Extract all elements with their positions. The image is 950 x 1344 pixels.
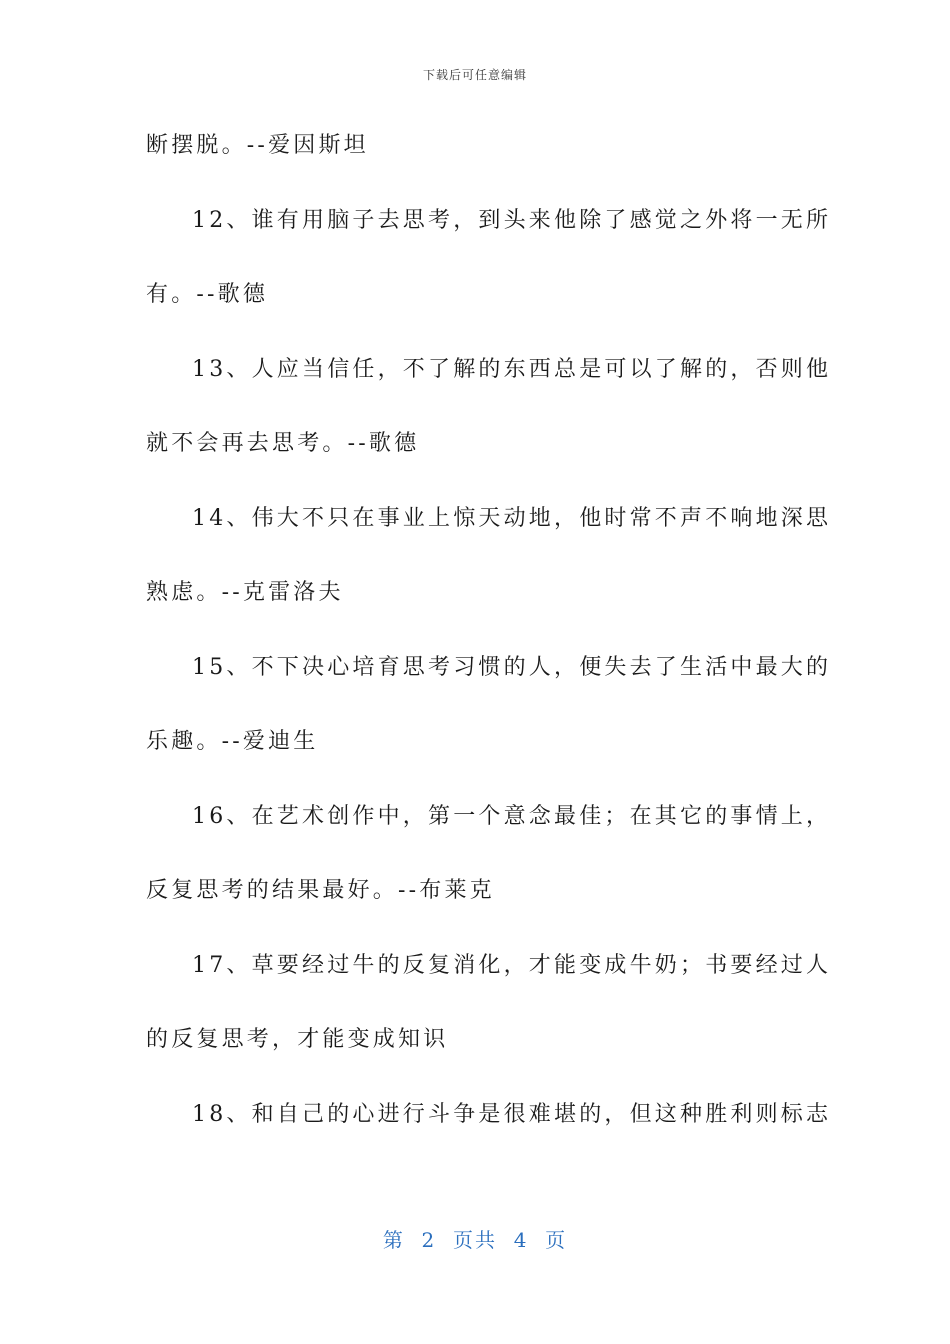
text-line: 乐趣。--爱迪生 <box>146 729 319 754</box>
page-header: 下载后可任意编辑 <box>422 68 527 82</box>
text-line: 17、草要经过牛的反复消化，才能变成牛奶；书要经过人 <box>192 952 832 978</box>
page-number-footer: 第 2 页共 4 页 <box>382 1228 568 1252</box>
text-line: 就不会再去思考。--歌德 <box>146 431 420 456</box>
text-line: 13、人应当信任，不了解的东西总是可以了解的，否则他 <box>192 356 832 382</box>
text-line: 断摆脱。--爱因斯坦 <box>146 133 369 158</box>
text-line: 有。--歌德 <box>146 282 269 307</box>
text-line: 12、谁有用脑子去思考，到头来他除了感觉之外将一无所 <box>192 207 832 233</box>
text-line: 的反复思考，才能变成知识 <box>146 1027 449 1052</box>
text-line: 18、和自己的心进行斗争是很难堪的，但这种胜利则标志 <box>192 1101 832 1127</box>
text-line: 16、在艺术创作中，第一个意念最佳；在其它的事情上， <box>192 803 832 829</box>
text-line: 15、不下决心培育思考习惯的人，便失去了生活中最大的 <box>192 654 832 680</box>
text-line: 反复思考的结果最好。--布莱克 <box>146 878 495 903</box>
text-line: 14、伟大不只在事业上惊天动地，他时常不声不响地深思 <box>192 505 832 531</box>
document-body <box>146 118 832 1161</box>
text-line: 熟虑。--克雷洛夫 <box>146 580 344 605</box>
